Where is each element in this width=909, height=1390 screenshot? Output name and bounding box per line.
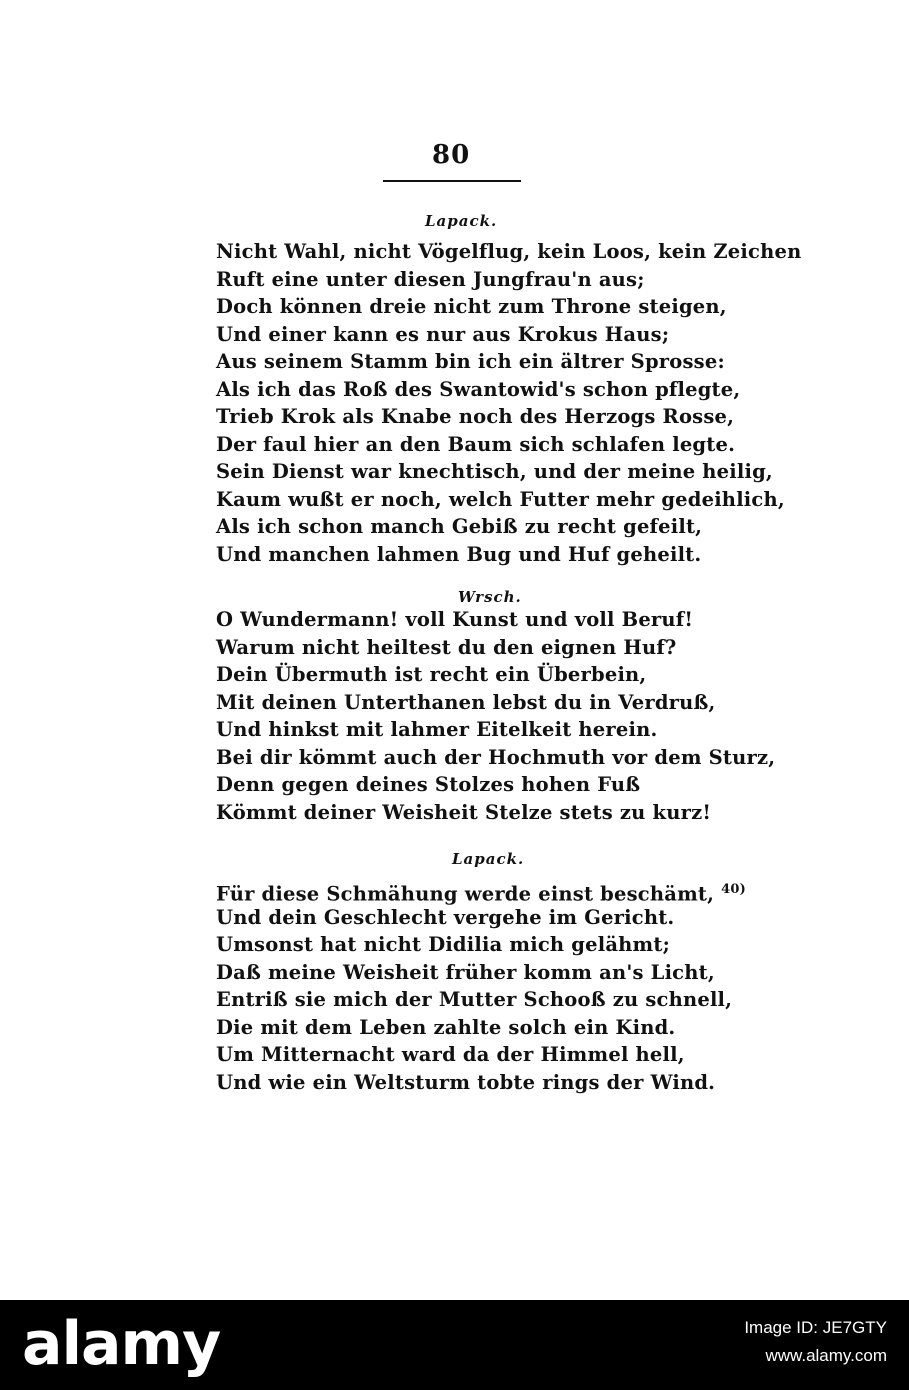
speaker-heading: Lapack. <box>425 212 498 230</box>
verse-line: Um Mitternacht ward da der Himmel hell, <box>216 1043 685 1066</box>
verse-line: Denn gegen deines Stolzes hohen Fuß <box>216 773 641 796</box>
stanza-3 <box>216 876 746 1096</box>
verse-line: Doch können dreie nicht zum Throne steigen, <box>216 295 727 318</box>
verse-line: Trieb Krok als Knabe noch des Herzogs Rosse, <box>216 405 735 428</box>
verse-line: Daß meine Weisheit früher komm an's Licht, <box>216 960 715 984</box>
verse-line: Aus seinem Stamm bin ich ein ältrer Sprosse: <box>216 350 725 373</box>
stanza-2 <box>216 606 775 826</box>
verse-line: Mit deinen Unterthanen lebst du in Verdruß, <box>216 690 716 714</box>
verse-line: Bei dir kömmt auch der Hochmuth vor dem Sturz, <box>216 745 776 769</box>
verse-line: Als ich das Roß des Swantowid's schon pflegte, <box>216 377 741 401</box>
verse-line: Warum nicht heiltest du den eignen Huf? <box>216 635 677 659</box>
footnote-reference: 40) <box>721 882 746 897</box>
verse-line: Und einer kann es nur aus Krokus Haus; <box>216 322 670 346</box>
stanza-1 <box>216 238 801 568</box>
verse-line: Kömmt deiner Weisheit Stelze stets zu kurz! <box>216 800 712 824</box>
verse-line-text: Für diese Schmähung werde einst beschämt, <box>216 882 715 906</box>
page-number: 80 <box>432 140 471 170</box>
verse-line: Der faul hier an den Baum sich schlafen legte. <box>216 432 736 456</box>
verse-line: Und manchen lahmen Bug und Huf geheilt. <box>216 542 702 566</box>
verse-line: Nicht Wahl, nicht Vögelflug, kein Loos, kein Zeichen <box>216 240 802 263</box>
verse-line: Die mit dem Leben zahlte solch ein Kind. <box>216 1015 676 1039</box>
verse-line: Und wie ein Weltsturm tobte rings der Wind. <box>216 1070 716 1094</box>
verse-line: Umsonst hat nicht Didilia mich gelähmt; <box>216 933 670 956</box>
verse-line: Sein Dienst war knechtisch, und der meine heilig, <box>216 460 773 483</box>
speaker-heading: Lapack. <box>452 850 525 868</box>
verse-line: Dein Übermuth ist recht ein Überbein, <box>216 663 647 686</box>
speaker-heading: Wrsch. <box>458 588 522 606</box>
header-rule <box>383 180 521 182</box>
verse-line: Und dein Geschlecht vergehe im Gericht. <box>216 905 675 929</box>
alamy-logo: alamy <box>22 1309 221 1379</box>
verse-line: Kaum wußt er noch, welch Futter mehr gedeihlich, <box>216 487 785 511</box>
verse-line: Ruft eine unter diesen Jungfrau'n aus; <box>216 267 645 291</box>
verse-line: Entriß sie mich der Mutter Schooß zu schnell, <box>216 988 733 1011</box>
site-url: www.alamy.com <box>765 1346 887 1365</box>
verse-line: Und hinkst mit lahmer Eitelkeit herein. <box>216 718 658 741</box>
image-id: Image ID: JE7GTY <box>744 1318 887 1337</box>
verse-line: Als ich schon manch Gebiß zu recht gefeilt, <box>216 515 703 538</box>
verse-line <box>216 876 746 904</box>
stock-id-block <box>744 1314 887 1370</box>
verse-line: O Wundermann! voll Kunst und voll Beruf! <box>216 608 694 631</box>
